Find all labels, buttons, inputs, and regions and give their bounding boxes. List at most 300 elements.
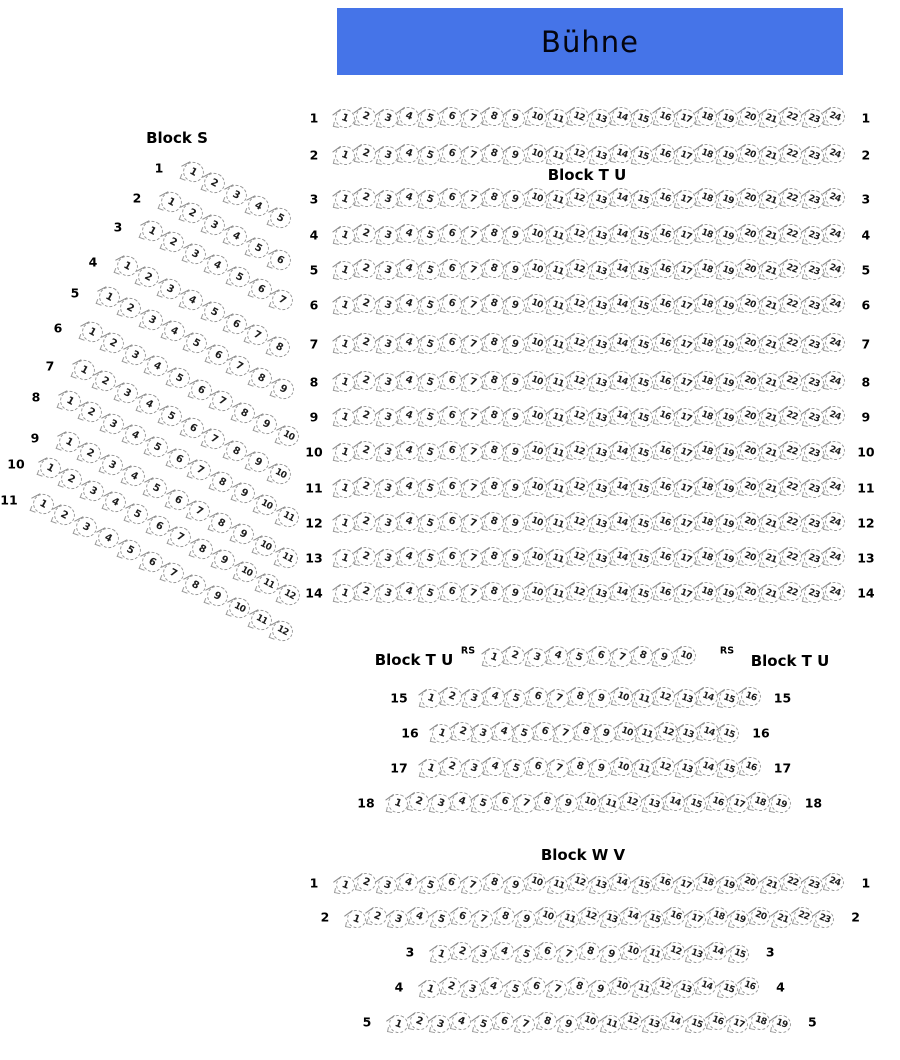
- seat[interactable]: 18: [747, 789, 772, 814]
- seat[interactable]: 1: [386, 1012, 410, 1035]
- seat[interactable]: 6: [492, 789, 517, 814]
- seat[interactable]: 20: [738, 870, 762, 893]
- seat[interactable]: 6: [222, 310, 250, 338]
- seat[interactable]: 12: [567, 368, 592, 393]
- seat[interactable]: 13: [588, 259, 613, 284]
- seat[interactable]: 7: [460, 259, 485, 284]
- seat[interactable]: 20: [737, 509, 762, 534]
- seat[interactable]: 5: [471, 792, 496, 817]
- seat[interactable]: 5: [418, 259, 443, 284]
- seat[interactable]: 8: [248, 364, 276, 392]
- seat[interactable]: 3: [375, 512, 400, 537]
- seat[interactable]: 9: [503, 259, 528, 284]
- seat[interactable]: 5: [418, 224, 443, 249]
- seat[interactable]: 16: [652, 185, 677, 210]
- seat[interactable]: 19: [727, 907, 751, 930]
- seat[interactable]: 6: [532, 719, 557, 744]
- seat[interactable]: 4: [135, 391, 163, 419]
- seat[interactable]: 6: [165, 445, 193, 473]
- seat[interactable]: 13: [641, 792, 666, 817]
- seat[interactable]: 9: [230, 480, 258, 508]
- seat[interactable]: 2: [407, 1009, 431, 1032]
- seat[interactable]: 4: [482, 754, 507, 779]
- seat[interactable]: 11: [545, 547, 570, 572]
- seat[interactable]: 5: [504, 757, 529, 782]
- seat[interactable]: 20: [737, 185, 762, 210]
- seat[interactable]: 4: [482, 684, 507, 709]
- seat[interactable]: 10: [614, 719, 639, 744]
- seat[interactable]: 15: [716, 977, 740, 1000]
- seat[interactable]: 4: [396, 291, 421, 316]
- seat[interactable]: 15: [631, 406, 656, 431]
- seat[interactable]: 1: [36, 454, 64, 482]
- seat[interactable]: 8: [182, 571, 210, 599]
- seat[interactable]: 9: [503, 477, 528, 502]
- seat[interactable]: 10: [251, 532, 279, 560]
- seat[interactable]: 9: [503, 294, 528, 319]
- seat[interactable]: 1: [332, 259, 357, 284]
- seat[interactable]: 2: [354, 870, 378, 893]
- seat[interactable]: 19: [716, 333, 741, 358]
- seat[interactable]: 9: [652, 646, 677, 671]
- seat[interactable]: 5: [514, 942, 538, 965]
- seat[interactable]: 16: [652, 104, 677, 129]
- seat[interactable]: 8: [481, 330, 506, 355]
- seat[interactable]: 12: [567, 185, 592, 210]
- seat[interactable]: 5: [142, 474, 170, 502]
- seat[interactable]: 10: [621, 939, 645, 962]
- seat[interactable]: 8: [481, 579, 506, 604]
- seat[interactable]: 11: [545, 582, 570, 607]
- seat[interactable]: 6: [439, 291, 464, 316]
- seat[interactable]: 3: [524, 646, 549, 671]
- seat[interactable]: 8: [481, 438, 506, 463]
- seat[interactable]: 14: [609, 403, 634, 428]
- seat[interactable]: 19: [769, 1012, 793, 1035]
- seat[interactable]: 2: [365, 904, 389, 927]
- seat[interactable]: 18: [694, 256, 719, 281]
- seat[interactable]: 9: [556, 792, 581, 817]
- seat[interactable]: 2: [503, 643, 528, 668]
- seat[interactable]: 5: [143, 433, 171, 461]
- seat[interactable]: 1: [418, 687, 443, 712]
- seat[interactable]: 14: [706, 939, 730, 962]
- seat[interactable]: 14: [696, 719, 721, 744]
- seat[interactable]: 15: [631, 188, 656, 213]
- seat[interactable]: 4: [396, 368, 421, 393]
- seat[interactable]: 1: [429, 722, 454, 747]
- seat[interactable]: 3: [375, 259, 400, 284]
- seat[interactable]: 13: [588, 294, 613, 319]
- seat[interactable]: 22: [780, 256, 805, 281]
- seat[interactable]: 13: [588, 406, 613, 431]
- seat[interactable]: 3: [375, 477, 400, 502]
- seat[interactable]: 21: [770, 907, 794, 930]
- seat[interactable]: 6: [439, 509, 464, 534]
- seat[interactable]: 13: [588, 512, 613, 537]
- seat[interactable]: 10: [274, 422, 302, 450]
- seat[interactable]: 10: [525, 870, 549, 893]
- seat[interactable]: 19: [716, 294, 741, 319]
- seat[interactable]: 16: [652, 544, 677, 569]
- seat[interactable]: 6: [439, 403, 464, 428]
- seat[interactable]: 4: [143, 353, 171, 381]
- seat[interactable]: 14: [609, 474, 634, 499]
- seat[interactable]: 2: [77, 439, 105, 467]
- seat[interactable]: 3: [375, 371, 400, 396]
- seat[interactable]: 6: [179, 414, 207, 442]
- seat[interactable]: 15: [684, 792, 709, 817]
- seat[interactable]: 5: [418, 547, 443, 572]
- seat[interactable]: 18: [694, 509, 719, 534]
- seat[interactable]: 16: [652, 291, 677, 316]
- seat[interactable]: 22: [780, 104, 805, 129]
- seat[interactable]: 14: [609, 579, 634, 604]
- seat[interactable]: 4: [94, 525, 122, 553]
- seat[interactable]: 1: [333, 873, 357, 896]
- seat[interactable]: 6: [204, 341, 232, 369]
- seat[interactable]: 18: [695, 870, 719, 893]
- seat[interactable]: 3: [461, 977, 485, 1000]
- seat[interactable]: 24: [822, 185, 847, 210]
- seat[interactable]: 4: [396, 141, 421, 166]
- seat[interactable]: 2: [201, 169, 229, 197]
- seat[interactable]: 4: [396, 185, 421, 210]
- seat[interactable]: 17: [673, 547, 698, 572]
- seat[interactable]: 4: [482, 974, 506, 997]
- seat[interactable]: 18: [694, 330, 719, 355]
- seat[interactable]: 8: [266, 333, 294, 361]
- seat[interactable]: 6: [439, 870, 463, 893]
- seat[interactable]: 7: [546, 757, 571, 782]
- seat[interactable]: 24: [822, 221, 847, 246]
- seat[interactable]: 18: [694, 221, 719, 246]
- seat[interactable]: 8: [481, 509, 506, 534]
- seat[interactable]: 9: [514, 907, 538, 930]
- seat[interactable]: 2: [179, 199, 207, 227]
- seat[interactable]: 5: [116, 536, 144, 564]
- seat[interactable]: 3: [99, 451, 127, 479]
- seat[interactable]: 2: [407, 789, 432, 814]
- seat[interactable]: 1: [95, 283, 123, 311]
- seat[interactable]: 4: [450, 1009, 474, 1032]
- seat[interactable]: 1: [481, 646, 506, 671]
- seat[interactable]: 21: [758, 406, 783, 431]
- seat[interactable]: 4: [491, 719, 516, 744]
- seat[interactable]: 24: [822, 474, 847, 499]
- seat[interactable]: 24: [822, 141, 847, 166]
- seat[interactable]: 11: [545, 371, 570, 396]
- seat[interactable]: 9: [503, 406, 528, 431]
- seat[interactable]: 12: [567, 509, 592, 534]
- seat[interactable]: 6: [439, 141, 464, 166]
- seat[interactable]: 3: [80, 477, 108, 505]
- seat[interactable]: 10: [524, 474, 549, 499]
- seat[interactable]: 5: [418, 107, 443, 132]
- seat[interactable]: 4: [396, 579, 421, 604]
- seat[interactable]: 21: [759, 873, 783, 896]
- seat[interactable]: 15: [684, 1012, 708, 1035]
- seat[interactable]: 3: [428, 792, 453, 817]
- seat[interactable]: 1: [332, 333, 357, 358]
- seat[interactable]: 23: [801, 371, 826, 396]
- seat[interactable]: 7: [460, 188, 485, 213]
- seat[interactable]: 17: [673, 333, 698, 358]
- seat[interactable]: 3: [201, 211, 229, 239]
- seat[interactable]: 15: [631, 873, 655, 896]
- seat[interactable]: 16: [705, 1009, 729, 1032]
- seat[interactable]: 15: [631, 371, 656, 396]
- seat[interactable]: 2: [354, 330, 379, 355]
- seat[interactable]: 8: [493, 904, 517, 927]
- seat[interactable]: 23: [801, 512, 826, 537]
- seat[interactable]: 14: [609, 544, 634, 569]
- seat[interactable]: 19: [716, 547, 741, 572]
- seat[interactable]: 14: [609, 330, 634, 355]
- seat[interactable]: 11: [273, 544, 301, 572]
- seat[interactable]: 8: [481, 185, 506, 210]
- seat[interactable]: 13: [588, 371, 613, 396]
- seat[interactable]: 22: [780, 221, 805, 246]
- seat[interactable]: 2: [58, 465, 86, 493]
- seat[interactable]: 22: [780, 579, 805, 604]
- seat[interactable]: 15: [717, 757, 742, 782]
- seat[interactable]: 23: [801, 441, 826, 466]
- seat[interactable]: 5: [418, 512, 443, 537]
- seat[interactable]: 3: [472, 942, 496, 965]
- seat[interactable]: 24: [822, 256, 847, 281]
- seat[interactable]: 5: [418, 477, 443, 502]
- seat[interactable]: 17: [673, 188, 698, 213]
- seat[interactable]: 17: [673, 259, 698, 284]
- seat[interactable]: 4: [396, 256, 421, 281]
- seat[interactable]: 4: [396, 104, 421, 129]
- seat[interactable]: 6: [439, 185, 464, 210]
- seat[interactable]: 15: [727, 942, 751, 965]
- seat[interactable]: 19: [716, 406, 741, 431]
- seat[interactable]: 9: [589, 757, 614, 782]
- seat[interactable]: 20: [737, 256, 762, 281]
- seat[interactable]: 5: [157, 402, 185, 430]
- seat[interactable]: 15: [717, 687, 742, 712]
- seat[interactable]: 2: [135, 263, 163, 291]
- seat[interactable]: 21: [758, 224, 783, 249]
- seat[interactable]: 16: [738, 754, 763, 779]
- seat[interactable]: 5: [418, 582, 443, 607]
- seat[interactable]: 13: [675, 722, 700, 747]
- seat[interactable]: 13: [600, 907, 624, 930]
- seat[interactable]: 8: [573, 719, 598, 744]
- seat[interactable]: 3: [375, 441, 400, 466]
- seat[interactable]: 16: [652, 438, 677, 463]
- seat[interactable]: 6: [138, 548, 166, 576]
- seat[interactable]: 11: [247, 606, 275, 634]
- seat[interactable]: 14: [609, 104, 634, 129]
- seat[interactable]: 18: [706, 904, 730, 927]
- seat[interactable]: 5: [123, 500, 151, 528]
- seat[interactable]: 7: [514, 1012, 538, 1035]
- seat[interactable]: 7: [546, 687, 571, 712]
- seat[interactable]: 7: [460, 547, 485, 572]
- seat[interactable]: 23: [801, 547, 826, 572]
- seat[interactable]: 20: [737, 291, 762, 316]
- seat[interactable]: 6: [164, 486, 192, 514]
- seat[interactable]: 19: [716, 441, 741, 466]
- seat[interactable]: 24: [822, 438, 847, 463]
- seat[interactable]: 5: [418, 406, 443, 431]
- seat[interactable]: 18: [694, 141, 719, 166]
- seat[interactable]: 9: [503, 107, 528, 132]
- seat[interactable]: 22: [780, 474, 805, 499]
- seat[interactable]: 3: [100, 410, 128, 438]
- seat[interactable]: 10: [536, 904, 560, 927]
- seat[interactable]: 9: [503, 873, 527, 896]
- seat[interactable]: 2: [440, 684, 465, 709]
- seat[interactable]: 12: [578, 904, 602, 927]
- seat[interactable]: 13: [588, 441, 613, 466]
- seat[interactable]: 3: [375, 406, 400, 431]
- seat[interactable]: 10: [266, 460, 294, 488]
- seat[interactable]: 2: [160, 228, 188, 256]
- seat[interactable]: 12: [653, 754, 678, 779]
- seat[interactable]: 10: [524, 544, 549, 569]
- seat[interactable]: 13: [588, 188, 613, 213]
- seat[interactable]: 5: [471, 1012, 495, 1035]
- seat[interactable]: 2: [51, 501, 79, 529]
- seat[interactable]: 4: [545, 643, 570, 668]
- seat[interactable]: 17: [673, 582, 698, 607]
- seat[interactable]: 4: [396, 438, 421, 463]
- seat[interactable]: 24: [822, 544, 847, 569]
- seat[interactable]: 5: [225, 263, 253, 291]
- seat[interactable]: 7: [244, 321, 272, 349]
- seat[interactable]: 13: [642, 1012, 666, 1035]
- seat[interactable]: 7: [461, 873, 485, 896]
- seat[interactable]: 1: [179, 158, 207, 186]
- seat[interactable]: 20: [737, 403, 762, 428]
- seat[interactable]: 24: [823, 870, 847, 893]
- seat[interactable]: 7: [609, 646, 634, 671]
- seat[interactable]: 10: [232, 558, 260, 586]
- seat[interactable]: 12: [663, 939, 687, 962]
- seat[interactable]: 17: [673, 107, 698, 132]
- seat[interactable]: 1: [55, 428, 83, 456]
- seat[interactable]: 7: [187, 456, 215, 484]
- seat[interactable]: 13: [588, 144, 613, 169]
- seat[interactable]: 9: [252, 411, 280, 439]
- seat[interactable]: 8: [209, 468, 237, 496]
- seat[interactable]: 11: [557, 907, 581, 930]
- seat[interactable]: 3: [114, 379, 142, 407]
- seat[interactable]: 1: [332, 294, 357, 319]
- seat[interactable]: 7: [552, 722, 577, 747]
- seat[interactable]: 4: [203, 252, 231, 280]
- seat[interactable]: 9: [589, 687, 614, 712]
- seat[interactable]: 2: [354, 104, 379, 129]
- seat[interactable]: 19: [716, 188, 741, 213]
- seat[interactable]: 15: [631, 333, 656, 358]
- seat[interactable]: 7: [201, 425, 229, 453]
- seat[interactable]: 10: [610, 754, 635, 779]
- seat[interactable]: 22: [780, 185, 805, 210]
- seat[interactable]: 16: [652, 579, 677, 604]
- seat[interactable]: 2: [92, 367, 120, 395]
- seat[interactable]: 12: [567, 141, 592, 166]
- seat[interactable]: 9: [503, 333, 528, 358]
- seat[interactable]: 12: [567, 256, 592, 281]
- seat[interactable]: 2: [354, 221, 379, 246]
- seat[interactable]: 8: [535, 1009, 559, 1032]
- seat[interactable]: 3: [375, 224, 400, 249]
- seat[interactable]: 17: [673, 224, 698, 249]
- seat[interactable]: 3: [157, 275, 185, 303]
- seat[interactable]: 22: [780, 509, 805, 534]
- seat[interactable]: 11: [631, 757, 656, 782]
- seat[interactable]: 9: [588, 977, 612, 1000]
- seat[interactable]: 11: [254, 570, 282, 598]
- seat[interactable]: 10: [577, 789, 602, 814]
- seat[interactable]: 11: [631, 977, 655, 1000]
- seat[interactable]: 19: [716, 144, 741, 169]
- seat[interactable]: 6: [439, 438, 464, 463]
- seat[interactable]: 1: [332, 547, 357, 572]
- seat[interactable]: 10: [252, 491, 280, 519]
- seat[interactable]: 21: [758, 259, 783, 284]
- seat[interactable]: 4: [396, 544, 421, 569]
- seat[interactable]: 3: [375, 547, 400, 572]
- seat[interactable]: 10: [524, 221, 549, 246]
- seat[interactable]: 10: [524, 368, 549, 393]
- seat[interactable]: 2: [354, 403, 379, 428]
- seat[interactable]: 11: [545, 512, 570, 537]
- seat[interactable]: 2: [354, 544, 379, 569]
- seat[interactable]: 12: [620, 789, 645, 814]
- seat[interactable]: 11: [274, 503, 302, 531]
- seat[interactable]: 19: [716, 582, 741, 607]
- seat[interactable]: 9: [503, 144, 528, 169]
- seat[interactable]: 18: [748, 1009, 772, 1032]
- seat[interactable]: 4: [120, 463, 148, 491]
- seat[interactable]: 7: [460, 512, 485, 537]
- seat[interactable]: 12: [620, 1009, 644, 1032]
- seat[interactable]: 3: [139, 306, 167, 334]
- seat[interactable]: 15: [631, 547, 656, 572]
- seat[interactable]: 9: [503, 582, 528, 607]
- seat[interactable]: 11: [545, 441, 570, 466]
- seat[interactable]: 6: [439, 256, 464, 281]
- seat[interactable]: 10: [524, 438, 549, 463]
- seat[interactable]: 10: [524, 185, 549, 210]
- seat[interactable]: 6: [525, 684, 550, 709]
- seat[interactable]: 2: [354, 474, 379, 499]
- seat[interactable]: 10: [524, 330, 549, 355]
- seat[interactable]: 15: [631, 477, 656, 502]
- seat[interactable]: 2: [354, 509, 379, 534]
- seat[interactable]: 6: [439, 544, 464, 569]
- seat[interactable]: 9: [203, 583, 231, 611]
- seat[interactable]: 8: [578, 939, 602, 962]
- seat[interactable]: 11: [546, 873, 570, 896]
- seat[interactable]: 8: [534, 789, 559, 814]
- seat[interactable]: 24: [822, 291, 847, 316]
- seat[interactable]: 3: [470, 722, 495, 747]
- seat[interactable]: 21: [758, 477, 783, 502]
- seat[interactable]: 13: [674, 687, 699, 712]
- seat[interactable]: 13: [588, 224, 613, 249]
- seat[interactable]: 19: [716, 512, 741, 537]
- seat[interactable]: 9: [269, 376, 297, 404]
- seat[interactable]: 17: [673, 512, 698, 537]
